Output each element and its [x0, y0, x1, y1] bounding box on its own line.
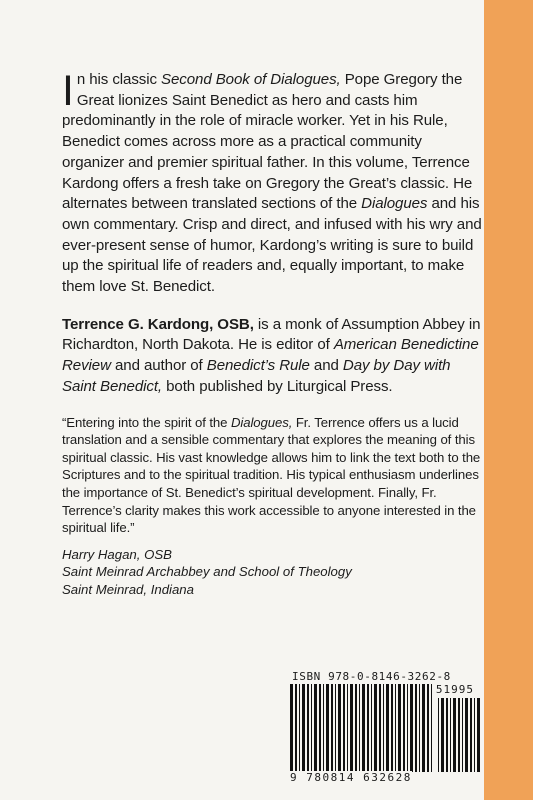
barcode-bar	[319, 684, 321, 772]
text-run: Fr. Terrence offers us a lucid translation and a sensible commentary that explores the meaning of this spiritual classic. His vast knowledge allows him to link the text both to the Scriptures and to the spiritual tradition. His typical enthusiasm underlines the importance of St. Benedict’s spiritual development. Finally, Fr. Terrence’s clarity makes this work accessible to anyone interested in the spiritual life.”	[62, 414, 481, 536]
barcode-bar	[338, 684, 341, 772]
text-run: Benedict’s Rule	[206, 357, 310, 375]
text-run: and author of	[110, 357, 207, 375]
text-run: Dialogues	[361, 195, 428, 213]
text-run: Pope Gregory the Great lionizes Saint Benedict as hero and casts him predominantly in the role of miracle worker. Yet in his Rule, Benedict comes across more as a practical community organizer and premier spiritual father. In this volume, Terrence Kardong offers a fresh take on Gregory the Great’s classic. He alternates between translated sections of the	[62, 71, 473, 213]
barcode-bar	[359, 684, 360, 772]
barcode-bar	[367, 684, 369, 772]
isbn-label: ISBN 978-0-8146-3262-8	[292, 670, 451, 683]
barcode-bar	[307, 684, 309, 772]
text-run: and his own commentary. Crisp and direct, and infused with his wry and ever-present sense of humor, Kardong’s writing is sure to build up the spiritual life of readers and, equally important, to make them love St. Benedict.	[62, 195, 482, 296]
barcode-bar	[343, 684, 345, 772]
barcode-bar	[311, 684, 312, 772]
barcode-bar	[355, 684, 357, 772]
barcode-bar	[453, 698, 456, 772]
text-run: and	[309, 357, 343, 375]
barcode-bar	[427, 684, 429, 772]
barcode-bar	[431, 684, 432, 772]
barcode-bar	[379, 684, 381, 772]
spine-color-band	[484, 0, 533, 800]
price-code: 51995	[435, 683, 474, 696]
barcode-bar	[323, 684, 324, 772]
barcode-bar	[465, 698, 468, 772]
barcode-bar	[299, 684, 300, 772]
author-bio	[62, 315, 482, 398]
ean-barcode-bars	[290, 684, 434, 772]
endorser-institution: Saint Meinrad Archabbey and School of Theology	[62, 564, 352, 580]
barcode-bar	[371, 684, 372, 772]
barcode-bar	[462, 698, 463, 772]
barcode-bar	[450, 698, 451, 772]
text-run: Dialogues,	[230, 414, 293, 430]
barcode-bar	[441, 698, 444, 772]
barcode-bar	[391, 684, 393, 772]
barcode-bar	[477, 698, 480, 772]
text-run: Day by Day with Saint Benedict,	[62, 357, 451, 395]
description-text	[62, 67, 482, 296]
barcode-bar	[347, 684, 348, 772]
barcode-bar	[422, 684, 425, 772]
barcode-bar	[415, 684, 417, 772]
barcode-bar	[314, 684, 317, 772]
barcode-bar	[419, 684, 420, 772]
drop-cap: I	[62, 67, 74, 115]
barcode-bar	[410, 684, 413, 772]
endorser-name: Harry Hagan, OSB	[62, 546, 172, 562]
barcode-bar	[383, 684, 384, 772]
text-run: “Entering into the spirit of the	[62, 414, 231, 430]
text-run: Second Book of Dialogues,	[161, 71, 341, 88]
back-cover-content	[62, 67, 482, 598]
barcode-bar	[407, 684, 408, 772]
barcode-bar	[474, 698, 475, 772]
barcode-bar	[374, 684, 377, 772]
barcode-bar	[335, 684, 336, 772]
text-run: is a monk of Assumption Abbey in Richardton, North Dakota. He is editor of	[62, 315, 481, 354]
barcode-bar	[290, 684, 293, 772]
endorsement-text	[62, 415, 480, 536]
text-run: American Benedictine Review	[62, 336, 479, 375]
barcode-bar	[295, 684, 297, 772]
text-run: both published by Liturgical Press.	[162, 377, 393, 395]
barcode-bar	[403, 684, 405, 772]
barcode-bar	[362, 684, 365, 772]
barcode-bar	[395, 684, 396, 772]
isbn-barcode	[286, 670, 482, 786]
barcode-bar	[446, 698, 448, 772]
barcode-bar	[458, 698, 460, 772]
barcode-bar	[302, 684, 305, 772]
ean-digits: 9 780814 632628	[290, 771, 412, 784]
endorsement-quote	[62, 414, 482, 537]
text-run: n his classic	[76, 71, 162, 88]
endorser-location: Saint Meinrad, Indiana	[62, 581, 194, 597]
barcode-bar	[326, 684, 329, 772]
price-barcode-bars	[438, 698, 480, 772]
book-description	[62, 67, 482, 298]
barcode-bar	[438, 698, 439, 772]
barcode-bar	[470, 698, 472, 772]
endorsement-attribution	[62, 546, 482, 599]
barcode-bar	[398, 684, 401, 772]
barcode-bar	[386, 684, 389, 772]
author-name: Terrence G. Kardong, OSB,	[62, 315, 254, 333]
barcode-bar	[331, 684, 333, 772]
barcode-bar	[350, 684, 353, 772]
